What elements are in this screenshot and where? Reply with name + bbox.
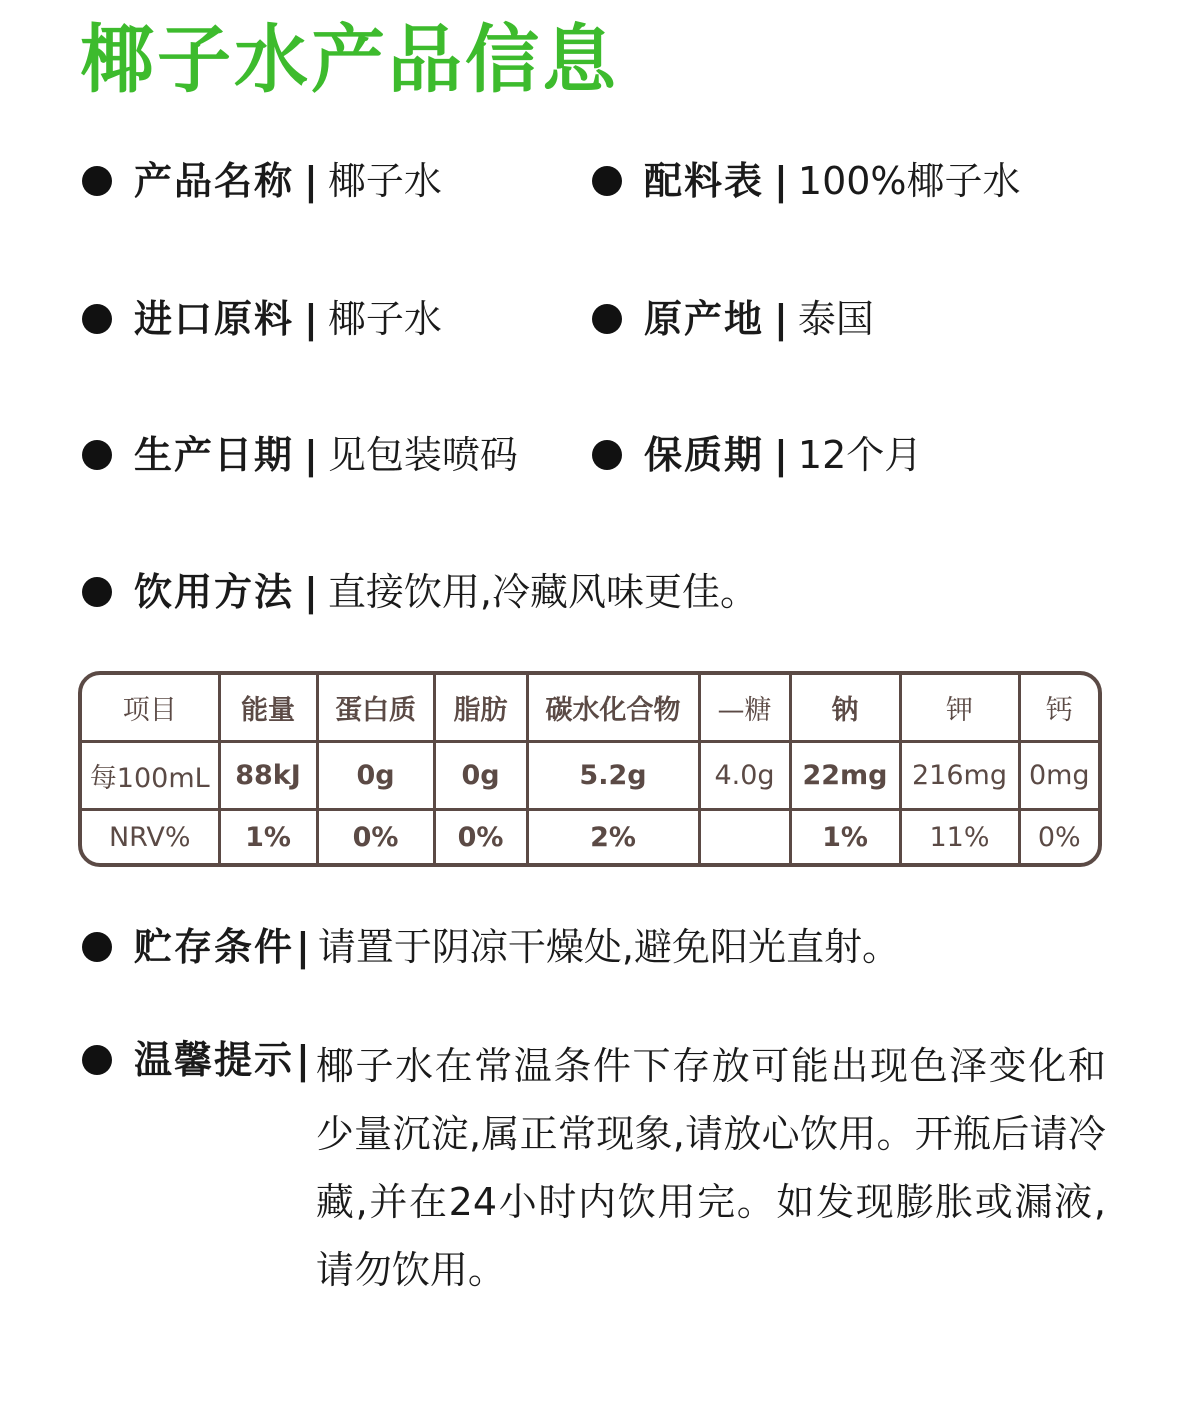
bullet-icon [592,440,622,470]
nutrition-table [78,671,1102,867]
nutrition-cell [699,810,790,863]
separator: | [296,1038,310,1082]
nutrition-header-row [82,675,1098,741]
nutrition-per100-row [82,741,1098,810]
tips-label: 温馨提示 [134,1038,295,1082]
nutrition-cell: 钙 [1019,675,1098,741]
nutrition-cell: 0mg [1019,741,1098,810]
imported-material-label: 进口原料 [134,297,295,341]
nutrition-cell: 1% [219,810,317,863]
tips-value: 椰子水在常温条件下存放可能出现色泽变化和少量沉淀,属正常现象,请放心饮用。开瓶后请冷藏,并在24小时内饮用完。如发现膨胀或漏液,请勿饮用。 [315,1044,1106,1292]
separator: | [774,159,788,203]
production-date-label: 生产日期 [134,433,295,477]
product-name-value: 椰子水 [327,159,442,203]
origin-value: 泰国 [797,297,874,341]
bullet-icon [82,577,112,607]
info-usage [82,567,758,617]
separator: | [304,570,318,614]
separator: | [304,297,318,341]
bullet-icon [592,166,622,196]
nutrition-cell: 0% [434,810,527,863]
shelf-life-label: 保质期 [644,433,765,477]
page-title: 椰子水产品信息 [80,17,619,103]
nutrition-cell: 4.0g [699,741,790,810]
production-date-value: 见包装喷码 [327,433,518,477]
separator: | [774,297,788,341]
nutrition-cell: 钾 [900,675,1019,741]
imported-material-value: 椰子水 [327,297,442,341]
bullet-icon [592,304,622,334]
nutrition-nrv-row [82,810,1098,863]
nutrition-cell: 蛋白质 [317,675,434,741]
info-ingredients [592,156,1021,206]
nutrition-cell: 5.2g [527,741,699,810]
origin-label: 原产地 [644,297,765,341]
nutrition-cell: —糖 [699,675,790,741]
product-name-label: 产品名称 [134,159,295,203]
info-tips [80,1032,1106,1304]
separator: | [304,159,318,203]
info-origin [592,294,874,344]
nutrition-cell: 每100mL [82,741,219,810]
nutrition-cell: 碳水化合物 [527,675,699,741]
bullet-icon [82,1045,112,1075]
nutrition-cell: 0% [1037,821,1081,853]
usage-label: 饮用方法 [134,570,295,614]
bullet-icon [82,166,112,196]
nutrition-cell: 0g [434,741,527,810]
ingredients-value: 100%椰子水 [797,159,1021,203]
nutrition-cell: NRV% [82,810,219,863]
nutrition-cell: 2% [527,810,699,863]
nutrition-cell: 11% [900,810,1019,863]
shelf-life-value: 12个月 [797,433,923,477]
bullet-icon [82,440,112,470]
nutrition-cell: 216mg [900,741,1019,810]
tips-head [80,1032,310,1088]
nutrition-cell: 0% [317,810,434,863]
nutrition-cell: 项目 [82,675,219,741]
separator: | [296,925,310,969]
info-production-date [82,430,518,480]
usage-value: 直接饮用,冷藏风味更佳。 [327,570,758,614]
separator: | [304,433,318,477]
bullet-icon [82,304,112,334]
bullet-icon [82,932,112,962]
storage-label: 贮存条件 [134,925,295,969]
info-product-name [82,156,442,206]
ingredients-label: 配料表 [644,159,765,203]
separator: | [774,433,788,477]
nutrition-cell: 88kJ [219,741,317,810]
storage-value: 请置于阴凉干燥处,避免阳光直射。 [317,925,900,969]
nutrition-cell: 1% [790,810,900,863]
nutrition-cell: 0g [317,741,434,810]
info-shelf-life [592,430,922,480]
info-imported-material [82,294,442,344]
info-storage [82,922,900,972]
nutrition-cell: 脂肪 [434,675,527,741]
nutrition-cell: 22mg [790,741,900,810]
nutrition-cell: 能量 [219,675,317,741]
nutrition-cell: 钠 [790,675,900,741]
